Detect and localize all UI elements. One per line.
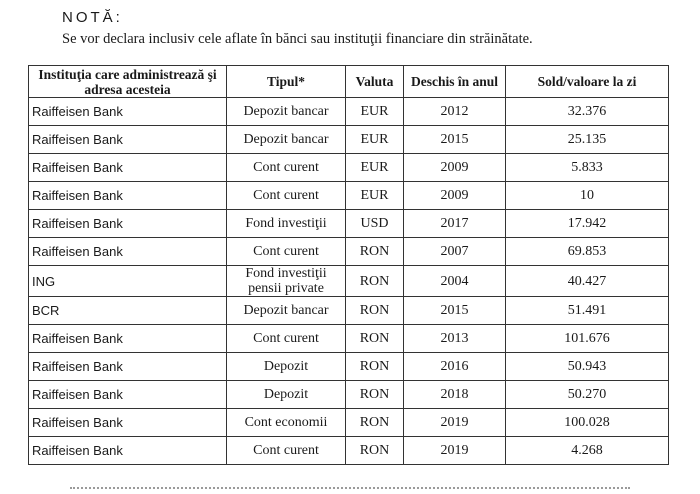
cell-type: Cont curent bbox=[227, 325, 346, 353]
cell-type: Cont curent bbox=[227, 182, 346, 210]
footer-dotted-line bbox=[70, 487, 630, 489]
cell-balance: 50.943 bbox=[506, 353, 669, 381]
cell-institution: Raiffeisen Bank bbox=[29, 210, 227, 238]
cell-institution: Raiffeisen Bank bbox=[29, 381, 227, 409]
table-row bbox=[29, 182, 669, 210]
cell-type: Depozit bancar bbox=[227, 98, 346, 126]
cell-year: 2017 bbox=[404, 210, 506, 238]
table-row bbox=[29, 266, 669, 297]
cell-institution: Raiffeisen Bank bbox=[29, 126, 227, 154]
cell-currency: RON bbox=[346, 297, 404, 325]
cell-institution: Raiffeisen Bank bbox=[29, 98, 227, 126]
cell-year: 2007 bbox=[404, 238, 506, 266]
table-row bbox=[29, 154, 669, 182]
table-row bbox=[29, 437, 669, 465]
cell-institution: Raiffeisen Bank bbox=[29, 182, 227, 210]
cell-currency: RON bbox=[346, 353, 404, 381]
cell-balance: 40.427 bbox=[506, 266, 669, 297]
cell-balance: 10 bbox=[506, 182, 669, 210]
cell-type: Depozit bancar bbox=[227, 297, 346, 325]
cell-type: Depozit bbox=[227, 381, 346, 409]
cell-currency: RON bbox=[346, 238, 404, 266]
cell-currency: EUR bbox=[346, 98, 404, 126]
table-row bbox=[29, 325, 669, 353]
nota-text: Se vor declara inclusiv cele aflate în bănci sau instituţii financiare din străinătate. bbox=[62, 31, 533, 47]
cell-type: Cont curent bbox=[227, 437, 346, 465]
cell-year: 2019 bbox=[404, 437, 506, 465]
cell-balance: 101.676 bbox=[506, 325, 669, 353]
cell-year: 2015 bbox=[404, 126, 506, 154]
cell-balance: 4.268 bbox=[506, 437, 669, 465]
table-row bbox=[29, 353, 669, 381]
cell-currency: EUR bbox=[346, 126, 404, 154]
cell-institution: Raiffeisen Bank bbox=[29, 409, 227, 437]
cell-institution: BCR bbox=[29, 297, 227, 325]
header-institution: Instituţia care administrează şi adresa acesteia bbox=[29, 66, 227, 98]
cell-institution: ING bbox=[29, 266, 227, 297]
cell-type: Cont economii bbox=[227, 409, 346, 437]
cell-currency: RON bbox=[346, 266, 404, 297]
cell-type: Fond investiţii pensii private bbox=[227, 266, 346, 297]
cell-currency: RON bbox=[346, 381, 404, 409]
table-row bbox=[29, 126, 669, 154]
header-balance: Sold/valoare la zi bbox=[506, 66, 669, 98]
header-opened: Deschis în anul bbox=[404, 66, 506, 98]
cell-year: 2019 bbox=[404, 409, 506, 437]
table-row bbox=[29, 297, 669, 325]
cell-type: Depozit bancar bbox=[227, 126, 346, 154]
cell-year: 2018 bbox=[404, 381, 506, 409]
cell-year: 2004 bbox=[404, 266, 506, 297]
cell-year: 2015 bbox=[404, 297, 506, 325]
cell-type: Fond investiţii bbox=[227, 210, 346, 238]
table-row bbox=[29, 210, 669, 238]
cell-currency: EUR bbox=[346, 154, 404, 182]
cell-year: 2009 bbox=[404, 182, 506, 210]
cell-year: 2009 bbox=[404, 154, 506, 182]
nota-title: NOTĂ: bbox=[62, 9, 123, 26]
table-header-row bbox=[29, 66, 669, 98]
cell-type: Cont curent bbox=[227, 238, 346, 266]
cell-balance: 50.270 bbox=[506, 381, 669, 409]
cell-currency: RON bbox=[346, 325, 404, 353]
cell-balance: 25.135 bbox=[506, 126, 669, 154]
header-currency: Valuta bbox=[346, 66, 404, 98]
cell-year: 2013 bbox=[404, 325, 506, 353]
cell-institution: Raiffeisen Bank bbox=[29, 437, 227, 465]
cell-balance: 17.942 bbox=[506, 210, 669, 238]
cell-balance: 69.853 bbox=[506, 238, 669, 266]
cell-currency: RON bbox=[346, 409, 404, 437]
cell-balance: 5.833 bbox=[506, 154, 669, 182]
cell-year: 2016 bbox=[404, 353, 506, 381]
cell-institution: Raiffeisen Bank bbox=[29, 325, 227, 353]
cell-balance: 51.491 bbox=[506, 297, 669, 325]
header-type: Tipul* bbox=[227, 66, 346, 98]
cell-institution: Raiffeisen Bank bbox=[29, 238, 227, 266]
cell-balance: 32.376 bbox=[506, 98, 669, 126]
table-body bbox=[29, 98, 669, 465]
cell-year: 2012 bbox=[404, 98, 506, 126]
table-row bbox=[29, 381, 669, 409]
cell-type: Depozit bbox=[227, 353, 346, 381]
cell-institution: Raiffeisen Bank bbox=[29, 353, 227, 381]
cell-currency: EUR bbox=[346, 182, 404, 210]
table-row bbox=[29, 409, 669, 437]
accounts-table bbox=[28, 65, 669, 465]
table-row bbox=[29, 98, 669, 126]
cell-currency: RON bbox=[346, 437, 404, 465]
table-row bbox=[29, 238, 669, 266]
cell-currency: USD bbox=[346, 210, 404, 238]
cell-institution: Raiffeisen Bank bbox=[29, 154, 227, 182]
cell-balance: 100.028 bbox=[506, 409, 669, 437]
cell-type: Cont curent bbox=[227, 154, 346, 182]
